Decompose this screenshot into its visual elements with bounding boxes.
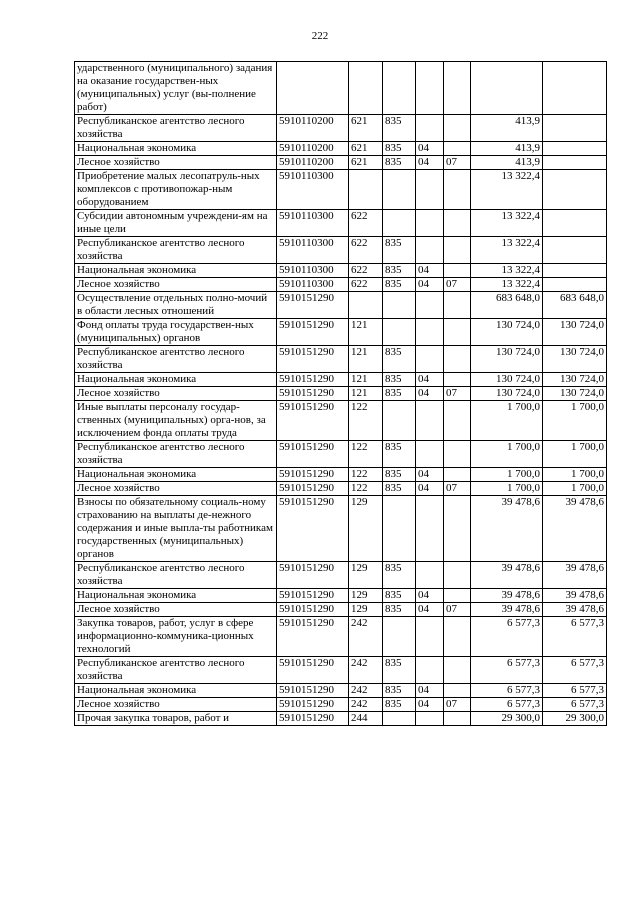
expense-type-cell: 122 <box>349 441 383 468</box>
amount-cell: 130 724,0 <box>471 319 543 346</box>
target-article-cell: 5910151290 <box>277 562 349 589</box>
amount-second-cell: 683 648,0 <box>543 292 607 319</box>
administrator-code-cell <box>383 210 416 237</box>
target-article-cell: 5910110300 <box>277 264 349 278</box>
administrator-code-cell: 835 <box>383 482 416 496</box>
table-row <box>75 698 607 712</box>
subsection-cell: 07 <box>444 387 471 401</box>
subsection-cell: 07 <box>444 156 471 170</box>
section-cell: 04 <box>416 387 444 401</box>
subsection-cell <box>444 617 471 657</box>
row-name-cell: Лесное хозяйство <box>75 698 277 712</box>
amount-cell: 39 478,6 <box>471 603 543 617</box>
amount-cell: 13 322,4 <box>471 170 543 210</box>
expense-type-cell: 622 <box>349 237 383 264</box>
subsection-cell <box>444 712 471 726</box>
amount-cell: 39 478,6 <box>471 562 543 589</box>
administrator-code-cell: 835 <box>383 264 416 278</box>
section-cell: 04 <box>416 482 444 496</box>
section-cell: 04 <box>416 468 444 482</box>
amount-second-cell: 29 300,0 <box>543 712 607 726</box>
administrator-code-cell <box>383 617 416 657</box>
section-cell <box>416 657 444 684</box>
amount-second-cell: 39 478,6 <box>543 603 607 617</box>
amount-second-cell: 130 724,0 <box>543 319 607 346</box>
administrator-code-cell: 835 <box>383 441 416 468</box>
amount-second-cell <box>543 115 607 142</box>
administrator-code-cell <box>383 712 416 726</box>
expense-type-cell: 122 <box>349 401 383 441</box>
section-cell <box>416 441 444 468</box>
amount-second-cell <box>543 142 607 156</box>
section-cell <box>416 712 444 726</box>
row-name-cell: Приобретение малых лесопатруль-ных комплексов с противопожар-ным оборудованием <box>75 170 277 210</box>
target-article-cell: 5910151290 <box>277 657 349 684</box>
target-article-cell: 5910151290 <box>277 698 349 712</box>
subsection-cell <box>444 210 471 237</box>
target-article-cell: 5910110200 <box>277 115 349 142</box>
target-article-cell: 5910151290 <box>277 589 349 603</box>
amount-second-cell: 130 724,0 <box>543 346 607 373</box>
amount-cell: 29 300,0 <box>471 712 543 726</box>
expense-type-cell: 621 <box>349 142 383 156</box>
table-row <box>75 237 607 264</box>
amount-second-cell: 1 700,0 <box>543 401 607 441</box>
section-cell: 04 <box>416 142 444 156</box>
subsection-cell <box>444 346 471 373</box>
amount-cell: 13 322,4 <box>471 278 543 292</box>
target-article-cell: 5910151290 <box>277 401 349 441</box>
table-row <box>75 401 607 441</box>
amount-second-cell: 1 700,0 <box>543 482 607 496</box>
administrator-code-cell: 835 <box>383 589 416 603</box>
administrator-code-cell: 835 <box>383 387 416 401</box>
subsection-cell <box>444 657 471 684</box>
table-row <box>75 62 607 115</box>
target-article-cell: 5910151290 <box>277 617 349 657</box>
table-row <box>75 684 607 698</box>
row-name-cell: Национальная экономика <box>75 373 277 387</box>
administrator-code-cell: 835 <box>383 684 416 698</box>
subsection-cell: 07 <box>444 603 471 617</box>
amount-second-cell: 130 724,0 <box>543 373 607 387</box>
amount-cell: 39 478,6 <box>471 589 543 603</box>
administrator-code-cell <box>383 319 416 346</box>
row-name-cell: Республиканское агентство лесного хозяйства <box>75 441 277 468</box>
expense-type-cell: 129 <box>349 603 383 617</box>
amount-cell: 13 322,4 <box>471 210 543 237</box>
expense-type-cell: 621 <box>349 115 383 142</box>
row-name-cell: Национальная экономика <box>75 142 277 156</box>
row-name-cell: ударственного (муниципального) задания на оказание государствен-ных (муниципальных) услуг (вы-полнение работ) <box>75 62 277 115</box>
row-name-cell: Лесное хозяйство <box>75 278 277 292</box>
amount-second-cell: 130 724,0 <box>543 387 607 401</box>
expense-type-cell <box>349 170 383 210</box>
subsection-cell <box>444 401 471 441</box>
administrator-code-cell: 835 <box>383 562 416 589</box>
expense-type-cell: 242 <box>349 698 383 712</box>
subsection-cell <box>444 292 471 319</box>
amount-cell: 413,9 <box>471 142 543 156</box>
table-row <box>75 142 607 156</box>
administrator-code-cell <box>383 401 416 441</box>
row-name-cell: Республиканское агентство лесного хозяйства <box>75 562 277 589</box>
target-article-cell: 5910110200 <box>277 142 349 156</box>
row-name-cell: Республиканское агентство лесного хозяйства <box>75 346 277 373</box>
expense-type-cell: 122 <box>349 482 383 496</box>
subsection-cell: 07 <box>444 698 471 712</box>
table-row <box>75 482 607 496</box>
amount-cell <box>471 62 543 115</box>
expense-type-cell: 121 <box>349 346 383 373</box>
section-cell: 04 <box>416 264 444 278</box>
table-row <box>75 387 607 401</box>
amount-cell: 683 648,0 <box>471 292 543 319</box>
subsection-cell <box>444 562 471 589</box>
amount-cell: 1 700,0 <box>471 401 543 441</box>
amount-second-cell <box>543 237 607 264</box>
section-cell <box>416 401 444 441</box>
amount-second-cell: 39 478,6 <box>543 589 607 603</box>
row-name-cell: Национальная экономика <box>75 589 277 603</box>
subsection-cell <box>444 468 471 482</box>
amount-second-cell <box>543 62 607 115</box>
row-name-cell: Закупка товаров, работ, услуг в сфере информационно-коммуника-ционных технологий <box>75 617 277 657</box>
table-row <box>75 346 607 373</box>
budget-table <box>74 61 607 726</box>
target-article-cell <box>277 62 349 115</box>
subsection-cell: 07 <box>444 482 471 496</box>
subsection-cell: 07 <box>444 278 471 292</box>
expense-type-cell: 622 <box>349 210 383 237</box>
amount-cell: 6 577,3 <box>471 698 543 712</box>
amount-cell: 1 700,0 <box>471 441 543 468</box>
row-name-cell: Лесное хозяйство <box>75 387 277 401</box>
subsection-cell <box>444 237 471 264</box>
expense-type-cell: 242 <box>349 617 383 657</box>
table-row <box>75 264 607 278</box>
target-article-cell: 5910110300 <box>277 170 349 210</box>
subsection-cell <box>444 115 471 142</box>
expense-type-cell: 242 <box>349 684 383 698</box>
expense-type-cell: 129 <box>349 562 383 589</box>
amount-cell: 1 700,0 <box>471 482 543 496</box>
table-row <box>75 156 607 170</box>
section-cell <box>416 170 444 210</box>
target-article-cell: 5910151290 <box>277 684 349 698</box>
amount-cell: 6 577,3 <box>471 657 543 684</box>
target-article-cell: 5910110200 <box>277 156 349 170</box>
target-article-cell: 5910151290 <box>277 387 349 401</box>
row-name-cell: Фонд оплаты труда государствен-ных (муниципальных) органов <box>75 319 277 346</box>
section-cell <box>416 346 444 373</box>
administrator-code-cell: 835 <box>383 156 416 170</box>
target-article-cell: 5910110300 <box>277 278 349 292</box>
table-row <box>75 589 607 603</box>
subsection-cell <box>444 684 471 698</box>
section-cell <box>416 617 444 657</box>
section-cell: 04 <box>416 603 444 617</box>
row-name-cell: Осуществление отдельных полно-мочий в области лесных отношений <box>75 292 277 319</box>
section-cell <box>416 210 444 237</box>
subsection-cell <box>444 589 471 603</box>
amount-second-cell: 39 478,6 <box>543 496 607 562</box>
administrator-code-cell: 835 <box>383 346 416 373</box>
amount-second-cell <box>543 264 607 278</box>
amount-second-cell: 6 577,3 <box>543 657 607 684</box>
target-article-cell: 5910151290 <box>277 482 349 496</box>
amount-second-cell: 1 700,0 <box>543 468 607 482</box>
expense-type-cell: 121 <box>349 387 383 401</box>
subsection-cell <box>444 319 471 346</box>
amount-cell: 13 322,4 <box>471 237 543 264</box>
row-name-cell: Субсидии автономным учреждени-ям на иные цели <box>75 210 277 237</box>
amount-cell: 6 577,3 <box>471 684 543 698</box>
row-name-cell: Национальная экономика <box>75 468 277 482</box>
section-cell <box>416 292 444 319</box>
page-number: 222 <box>311 30 329 42</box>
amount-cell: 39 478,6 <box>471 496 543 562</box>
table-row <box>75 657 607 684</box>
table-row <box>75 319 607 346</box>
expense-type-cell <box>349 292 383 319</box>
section-cell <box>416 496 444 562</box>
table-row <box>75 441 607 468</box>
amount-cell: 413,9 <box>471 156 543 170</box>
section-cell: 04 <box>416 698 444 712</box>
table-row <box>75 562 607 589</box>
amount-cell: 130 724,0 <box>471 387 543 401</box>
amount-second-cell <box>543 156 607 170</box>
administrator-code-cell: 835 <box>383 698 416 712</box>
amount-cell: 1 700,0 <box>471 468 543 482</box>
administrator-code-cell: 835 <box>383 603 416 617</box>
target-article-cell: 5910151290 <box>277 292 349 319</box>
section-cell <box>416 62 444 115</box>
amount-second-cell: 6 577,3 <box>543 684 607 698</box>
row-name-cell: Национальная экономика <box>75 264 277 278</box>
subsection-cell <box>444 62 471 115</box>
amount-cell: 413,9 <box>471 115 543 142</box>
row-name-cell: Иные выплаты персоналу государ-ственных (муниципальных) орга-нов, за исключением фонда оплаты труда <box>75 401 277 441</box>
amount-second-cell <box>543 278 607 292</box>
table-row <box>75 712 607 726</box>
administrator-code-cell: 835 <box>383 468 416 482</box>
expense-type-cell: 121 <box>349 319 383 346</box>
subsection-cell <box>444 441 471 468</box>
row-name-cell: Лесное хозяйство <box>75 156 277 170</box>
table-row <box>75 468 607 482</box>
target-article-cell: 5910151290 <box>277 319 349 346</box>
amount-second-cell <box>543 210 607 237</box>
amount-second-cell: 1 700,0 <box>543 441 607 468</box>
table-row <box>75 115 607 142</box>
expense-type-cell: 129 <box>349 496 383 562</box>
subsection-cell <box>444 496 471 562</box>
target-article-cell: 5910151290 <box>277 373 349 387</box>
amount-second-cell: 6 577,3 <box>543 617 607 657</box>
expense-type-cell: 129 <box>349 589 383 603</box>
administrator-code-cell <box>383 62 416 115</box>
expense-type-cell: 121 <box>349 373 383 387</box>
row-name-cell: Лесное хозяйство <box>75 603 277 617</box>
amount-cell: 130 724,0 <box>471 373 543 387</box>
administrator-code-cell: 835 <box>383 115 416 142</box>
target-article-cell: 5910151290 <box>277 441 349 468</box>
expense-type-cell: 242 <box>349 657 383 684</box>
administrator-code-cell: 835 <box>383 373 416 387</box>
target-article-cell: 5910110300 <box>277 237 349 264</box>
section-cell <box>416 237 444 264</box>
row-name-cell: Республиканское агентство лесного хозяйства <box>75 657 277 684</box>
administrator-code-cell <box>383 170 416 210</box>
expense-type-cell: 244 <box>349 712 383 726</box>
subsection-cell <box>444 264 471 278</box>
administrator-code-cell: 835 <box>383 142 416 156</box>
table-row <box>75 603 607 617</box>
row-name-cell: Взносы по обязательному социаль-ному страхованию на выплаты де-нежного содержания и иные выпла-ты работникам государственных (муниципальных) органов <box>75 496 277 562</box>
amount-cell: 130 724,0 <box>471 346 543 373</box>
row-name-cell: Республиканское агентство лесного хозяйства <box>75 115 277 142</box>
expense-type-cell: 621 <box>349 156 383 170</box>
target-article-cell: 5910151290 <box>277 496 349 562</box>
row-name-cell: Лесное хозяйство <box>75 482 277 496</box>
row-name-cell: Прочая закупка товаров, работ и <box>75 712 277 726</box>
section-cell <box>416 562 444 589</box>
administrator-code-cell <box>383 496 416 562</box>
administrator-code-cell: 835 <box>383 657 416 684</box>
amount-second-cell: 6 577,3 <box>543 698 607 712</box>
section-cell: 04 <box>416 589 444 603</box>
subsection-cell <box>444 170 471 210</box>
expense-type-cell: 122 <box>349 468 383 482</box>
table-row <box>75 617 607 657</box>
target-article-cell: 5910151290 <box>277 603 349 617</box>
table-row <box>75 278 607 292</box>
amount-second-cell <box>543 170 607 210</box>
administrator-code-cell <box>383 292 416 319</box>
administrator-code-cell: 835 <box>383 278 416 292</box>
administrator-code-cell: 835 <box>383 237 416 264</box>
section-cell: 04 <box>416 278 444 292</box>
target-article-cell: 5910151290 <box>277 346 349 373</box>
amount-cell: 6 577,3 <box>471 617 543 657</box>
row-name-cell: Национальная экономика <box>75 684 277 698</box>
amount-second-cell: 39 478,6 <box>543 562 607 589</box>
section-cell <box>416 115 444 142</box>
expense-type-cell: 622 <box>349 278 383 292</box>
target-article-cell: 5910151290 <box>277 468 349 482</box>
target-article-cell: 5910110300 <box>277 210 349 237</box>
expense-type-cell <box>349 62 383 115</box>
expense-type-cell: 622 <box>349 264 383 278</box>
section-cell <box>416 319 444 346</box>
table-row <box>75 170 607 210</box>
table-row <box>75 210 607 237</box>
subsection-cell <box>444 373 471 387</box>
section-cell: 04 <box>416 684 444 698</box>
amount-cell: 13 322,4 <box>471 264 543 278</box>
table-body <box>75 62 607 726</box>
table-row <box>75 496 607 562</box>
section-cell: 04 <box>416 373 444 387</box>
subsection-cell <box>444 142 471 156</box>
section-cell: 04 <box>416 156 444 170</box>
table-row <box>75 373 607 387</box>
row-name-cell: Республиканское агентство лесного хозяйства <box>75 237 277 264</box>
target-article-cell: 5910151290 <box>277 712 349 726</box>
table-row <box>75 292 607 319</box>
